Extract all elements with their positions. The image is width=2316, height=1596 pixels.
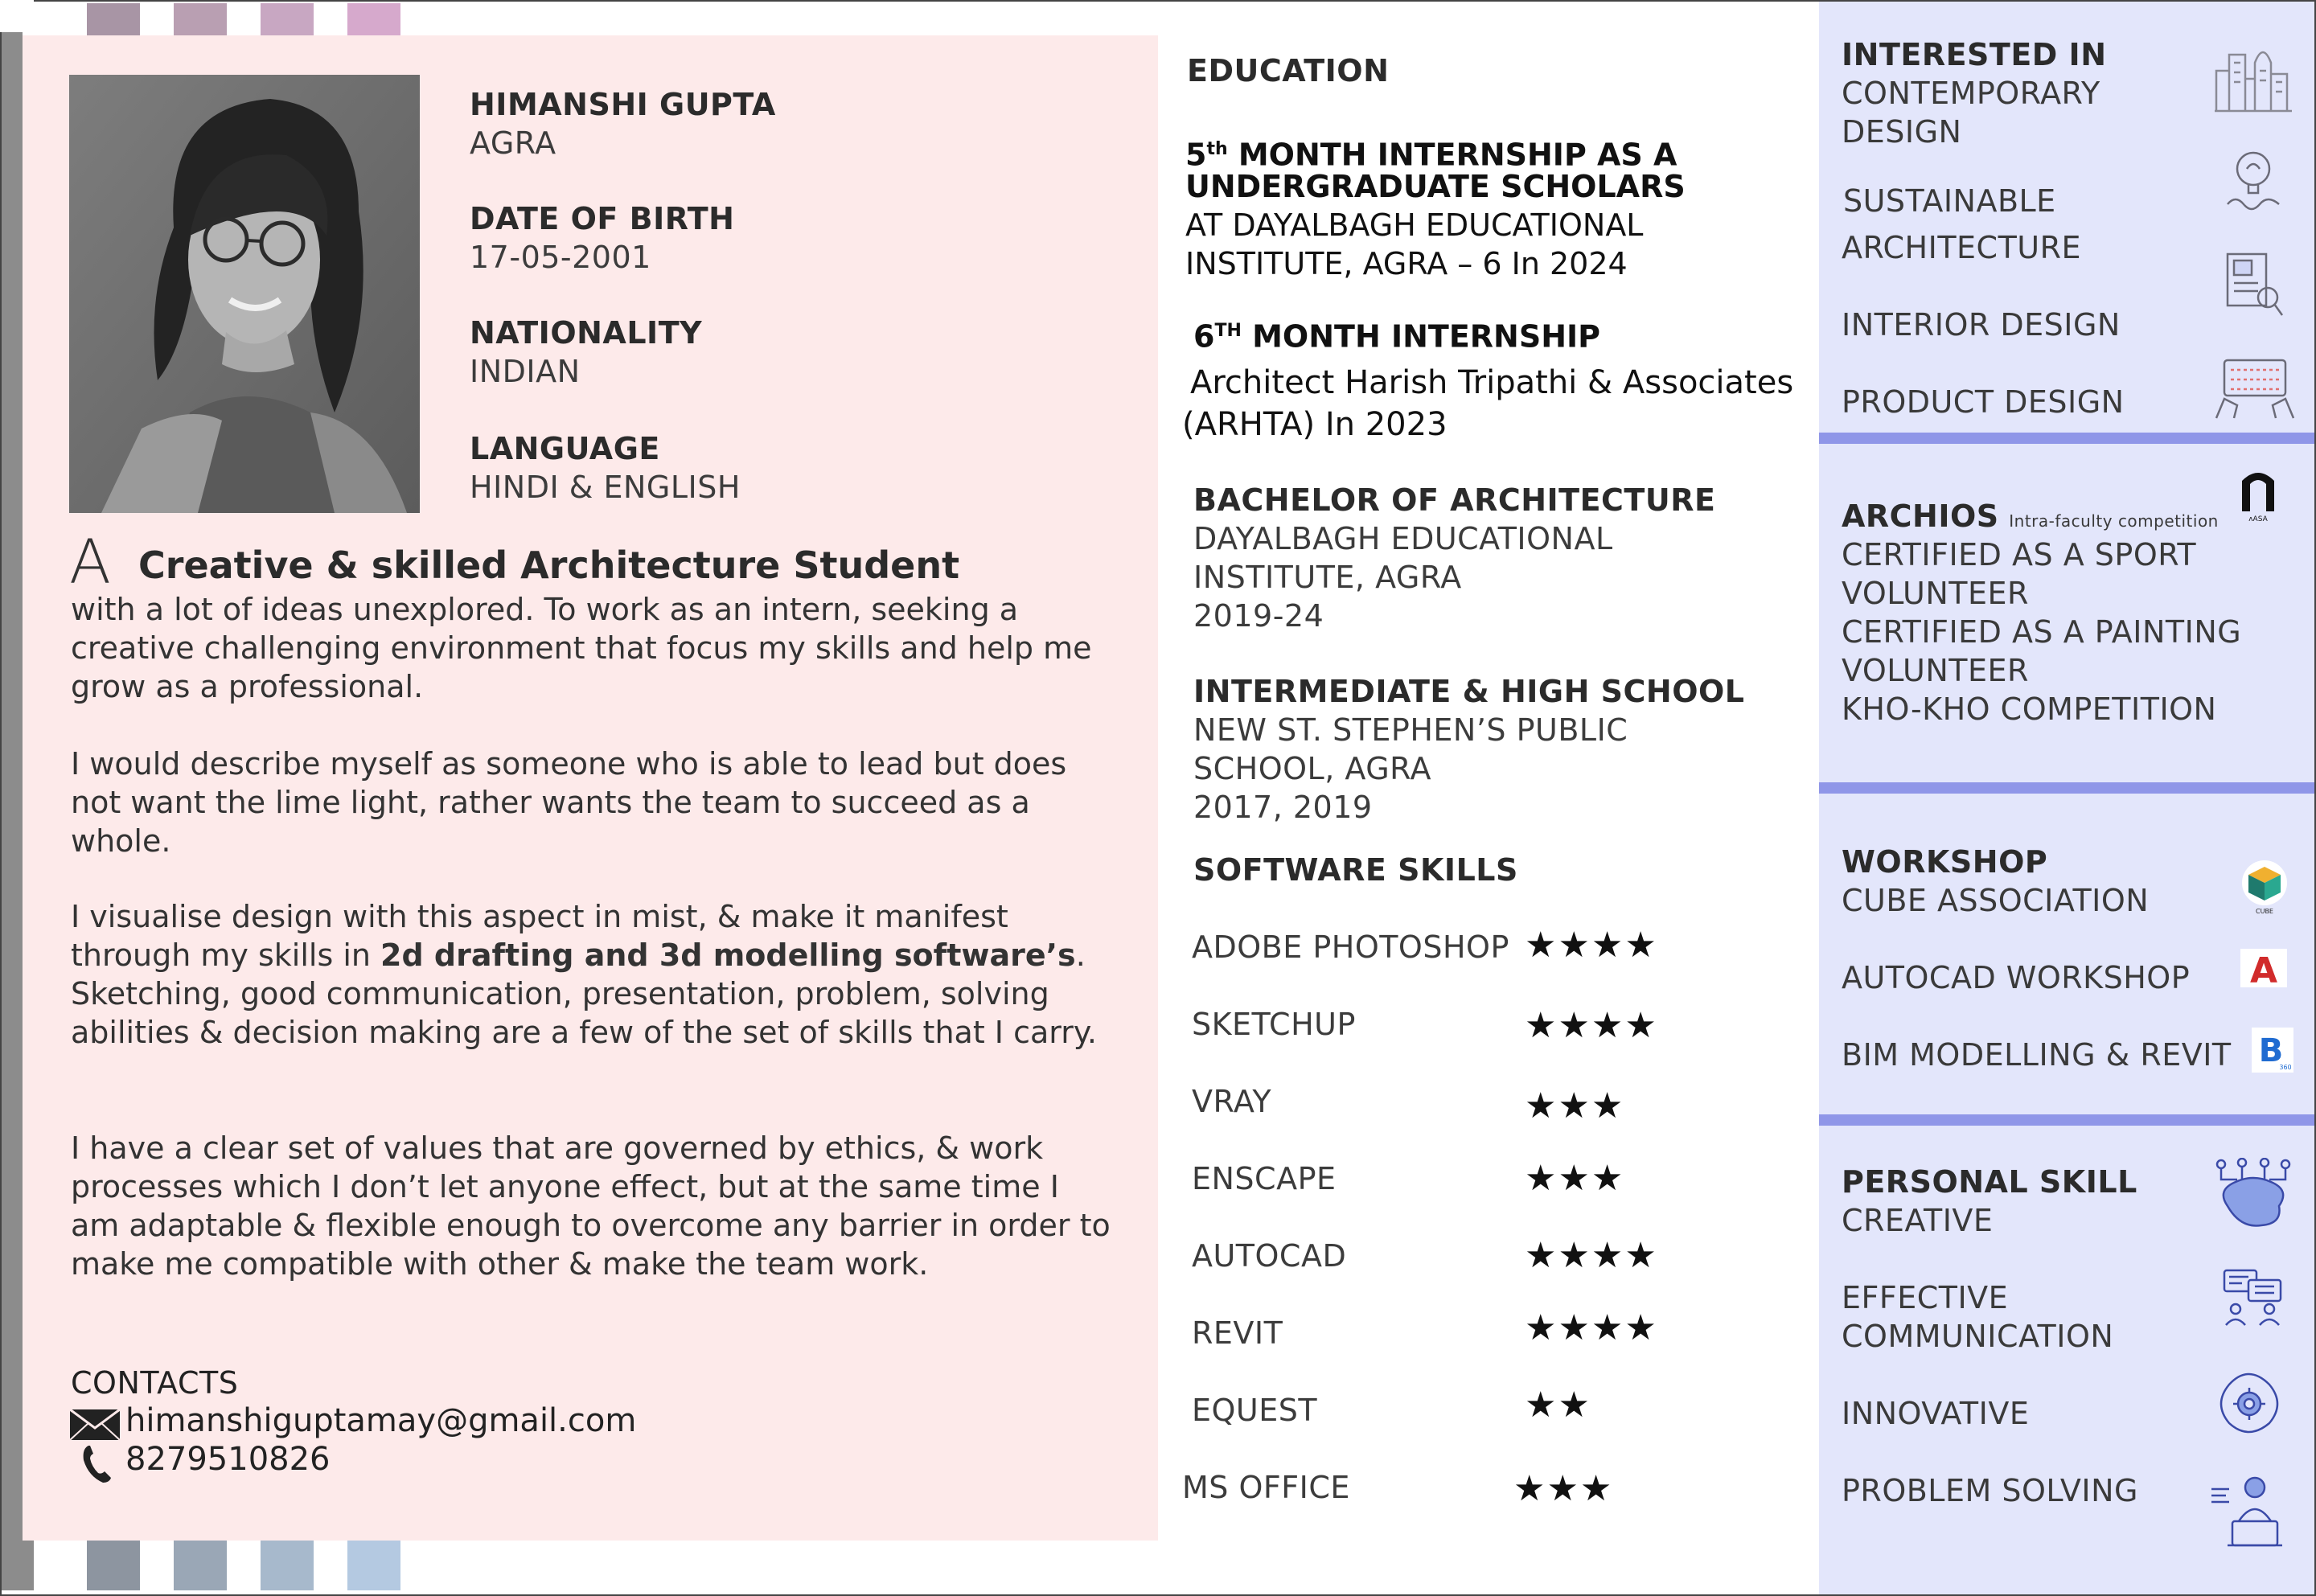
section-divider	[1819, 433, 2314, 444]
deco-square-bottom	[87, 1541, 140, 1590]
personal-item-2-line2: COMMUNICATION	[1842, 1319, 2114, 1354]
internship1-title-text: MONTH INTERNSHIP AS A	[1227, 137, 1677, 173]
deco-square-top	[174, 3, 227, 35]
software-name: AUTOCAD	[1192, 1238, 1347, 1274]
achievement-line: CERTIFIED AS A SPORT	[1842, 537, 2197, 572]
language-value: HINDI & ENGLISH	[470, 470, 741, 505]
contacts-label: CONTACTS	[71, 1365, 239, 1401]
personal-item-2-line1: EFFECTIVE	[1842, 1280, 2009, 1315]
bachelor-years: 2019-24	[1193, 598, 1324, 634]
internship2-title-text: MONTH INTERNSHIP	[1241, 318, 1601, 355]
school-title: INTERMEDIATE & HIGH SCHOOL	[1193, 674, 1745, 709]
achievement-line: VOLUNTEER	[1842, 653, 2029, 688]
software-rating: ★★★★	[1525, 1235, 1658, 1276]
software-title: SOFTWARE SKILLS	[1193, 852, 1518, 888]
software-rating: ★★★	[1513, 1468, 1614, 1509]
innovation-gear-icon	[2213, 1367, 2285, 1438]
internship1-title-line2: UNDERGRADUATE SCHOLARS	[1185, 169, 1686, 204]
bachelor-line2: INSTITUTE, AGRA	[1193, 560, 1462, 595]
archios-subtitle: Intra-faculty competition	[2009, 511, 2219, 531]
contact-email[interactable]: himanshiguptamay@gmail.com	[125, 1402, 637, 1439]
deco-square-top	[0, 0, 34, 32]
bim-letter: B	[2258, 1032, 2284, 1069]
profile-city: AGRA	[470, 125, 556, 161]
deco-square-bottom	[261, 1541, 314, 1590]
software-rating: ★★	[1525, 1385, 1591, 1426]
interest-item-1-line2: DESIGN	[1842, 114, 1962, 150]
profile-photo	[69, 75, 420, 513]
city-buildings-icon	[2213, 39, 2293, 116]
brain-network-icon	[2213, 1158, 2293, 1235]
personal-title: PERSONAL SKILL	[1842, 1164, 2137, 1200]
nasa-logo	[2239, 465, 2277, 526]
software-rating: ★★★★	[1525, 1005, 1658, 1046]
about-headline: Creative & skilled Architecture Student	[138, 544, 960, 587]
contact-phone[interactable]: 8279510826	[125, 1441, 331, 1478]
software-rating: ★★★★	[1525, 925, 1658, 966]
internship2-title	[1193, 312, 1600, 356]
deco-square-top	[261, 3, 314, 35]
internship1-line2: INSTITUTE, AGRA – 6 In 2024	[1185, 246, 1628, 281]
about-drop-cap: A	[69, 526, 111, 597]
deco-square-bottom	[347, 1541, 400, 1590]
software-highlight: 2d drafting and 3d modelling software’s	[380, 937, 1076, 973]
eco-lightbulb-icon	[2224, 148, 2282, 215]
workshop-item-3: BIM MODELLING & REVIT	[1842, 1037, 2232, 1073]
internship1-line1: AT DAYALBAGH EDUCATIONAL	[1185, 207, 1644, 243]
cube-logo-label: CUBE	[2256, 908, 2273, 915]
software-name: ADOBE PHOTOSHOP	[1192, 929, 1509, 965]
interest-item-2-line1: SUSTAINABLE	[1843, 183, 2056, 219]
archios-heading	[1842, 497, 2219, 540]
bim-sub: 360	[2279, 1064, 2292, 1071]
personal-item-1: CREATIVE	[1842, 1203, 1994, 1238]
deco-square-bottom	[2, 1541, 34, 1590]
software-rating: ★★★★	[1525, 1307, 1658, 1348]
about-paragraph-1: with a lot of ideas unexplored. To work as an intern, seeking a creative challenging environment that focus my skills and help me grow as a professional.	[71, 592, 1092, 704]
workshop-item-1: CUBE ASSOCIATION	[1842, 883, 2150, 918]
about-paragraph-3a: I visualise design with this aspect in mist, & make it manifest through my skills in	[71, 899, 1008, 973]
software-name: EQUEST	[1192, 1393, 1318, 1428]
interests-title: INTERESTED IN	[1842, 37, 2107, 72]
bachelor-title: BACHELOR OF ARCHITECTURE	[1193, 482, 1716, 518]
communication-icon	[2220, 1267, 2285, 1330]
problem-solving-icon	[2210, 1473, 2282, 1552]
bachelor-line1: DAYALBAGH EDUCATIONAL	[1193, 521, 1613, 556]
autocad-logo-icon	[2237, 946, 2290, 994]
autocad-letter: A	[2249, 950, 2278, 991]
dob-label: DATE OF BIRTH	[470, 201, 735, 236]
workshop-title: WORKSHOP	[1842, 844, 2048, 880]
bim-logo-icon	[2250, 1026, 2295, 1077]
school-line1: NEW ST. STEPHEN’S PUBLIC	[1193, 712, 1628, 748]
software-rating: ★★★	[1525, 1085, 1625, 1126]
internship2-line1: Architect Harish Tripathi & Associates	[1190, 364, 1794, 401]
dob-value: 17-05-2001	[470, 240, 651, 275]
interest-item-2-line2: ARCHITECTURE	[1842, 230, 2082, 265]
achievement-line: VOLUNTEER	[1842, 576, 2029, 611]
left-decor-strip	[2, 32, 23, 1541]
school-line2: SCHOOL, AGRA	[1193, 751, 1432, 786]
achievement-line: KHO-KHO COMPETITION	[1842, 691, 2217, 727]
software-name: SKETCHUP	[1192, 1007, 1356, 1042]
internship1-number: 5	[1185, 137, 1207, 173]
software-name: ENSCAPE	[1192, 1161, 1337, 1196]
deco-square-bottom	[174, 1541, 227, 1590]
archios-title: ARCHIOS	[1842, 498, 1999, 534]
interior-design-icon	[2224, 251, 2284, 322]
interest-item-3: INTERIOR DESIGN	[1842, 307, 2121, 343]
achievement-line: CERTIFIED AS A PAINTING	[1842, 614, 2242, 650]
workshop-item-2: AUTOCAD WORKSHOP	[1842, 960, 2191, 995]
about-paragraph-3b: . Sketching, good communication, presentation, problem, solving abilities & decision making are a few of the set of skills that I carry.	[71, 937, 1097, 1050]
personal-item-3: INNOVATIVE	[1842, 1396, 2030, 1431]
software-name: MS OFFICE	[1182, 1470, 1350, 1505]
language-label: LANGUAGE	[470, 431, 660, 466]
about-paragraph-3	[71, 897, 1116, 1052]
product-design-icon	[2213, 357, 2297, 423]
section-divider	[1819, 1114, 2314, 1126]
internship1-ordinal: th	[1206, 139, 1228, 159]
nasa-logo-text: ʌASA	[2248, 515, 2268, 523]
internship2-number: 6	[1193, 318, 1215, 355]
software-name: REVIT	[1192, 1315, 1283, 1351]
school-years: 2017, 2019	[1193, 790, 1373, 825]
interest-item-1-line1: CONTEMPORARY	[1842, 76, 2100, 111]
education-title: EDUCATION	[1187, 53, 1390, 88]
nationality-value: INDIAN	[470, 354, 581, 389]
mail-icon	[69, 1409, 121, 1444]
interest-item-4: PRODUCT DESIGN	[1842, 384, 2125, 420]
section-divider	[1819, 782, 2314, 794]
deco-square-top	[87, 3, 140, 35]
profile-name: HIMANSHI GUPTA	[470, 87, 776, 122]
about-paragraph-4: I have a clear set of values that are governed by ethics, & work processes which I don’t let anyone effect, but at the same time I am adaptable & flexible enough to overcome any barrier in order to make me compatible with other & make the team work.	[71, 1130, 1111, 1282]
deco-square-top	[347, 3, 400, 35]
cube-logo-icon	[2239, 859, 2290, 918]
internship2-ordinal: TH	[1214, 321, 1242, 341]
internship2-line2: (ARHTA) In 2023	[1182, 406, 1448, 443]
software-rating: ★★★	[1525, 1158, 1625, 1199]
nationality-label: NATIONALITY	[470, 315, 703, 351]
about-paragraph-2: I would describe myself as someone who is able to lead but does not want the lime light, rather wants the team to succeed as a whole.	[71, 746, 1067, 859]
phone-icon	[80, 1444, 113, 1487]
personal-item-4: PROBLEM SOLVING	[1842, 1473, 2138, 1508]
software-name: VRAY	[1192, 1084, 1272, 1119]
